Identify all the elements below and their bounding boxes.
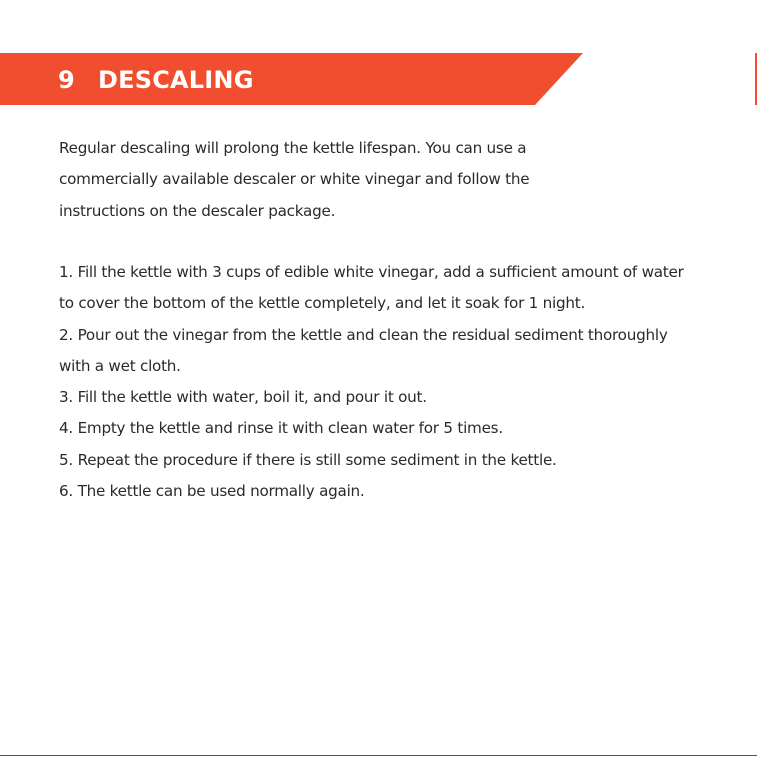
step-4: 4. Empty the kettle and rinse it with clean water for 5 times. xyxy=(59,419,503,438)
step-3: 3. Fill the kettle with water, boil it, and pour it out. xyxy=(59,388,427,407)
step-6: 6. The kettle can be used normally again. xyxy=(59,482,365,501)
steps-list xyxy=(59,257,699,507)
section-number: 9 xyxy=(58,66,75,94)
section-title-text: DESCALING xyxy=(98,66,254,94)
section-title xyxy=(58,64,254,96)
intro-paragraph: Regular descaling will prolong the kettle lifespan. You can use a commercially available descaler or white vinegar and follow the instructions on the descaler package. xyxy=(59,139,530,220)
step-5: 5. Repeat the procedure if there is still some sediment in the kettle. xyxy=(59,450,557,469)
page-bottom-rule xyxy=(0,755,757,756)
step-2: 2. Pour out the vinegar from the kettle and clean the residual sediment thoroughly with a wet cloth. xyxy=(59,325,668,375)
step-1: 1. Fill the kettle with 3 cups of edible white vinegar, add a sufficient amount of water to cover the bottom of the kettle completely, and let it soak for 1 night. xyxy=(59,263,684,313)
